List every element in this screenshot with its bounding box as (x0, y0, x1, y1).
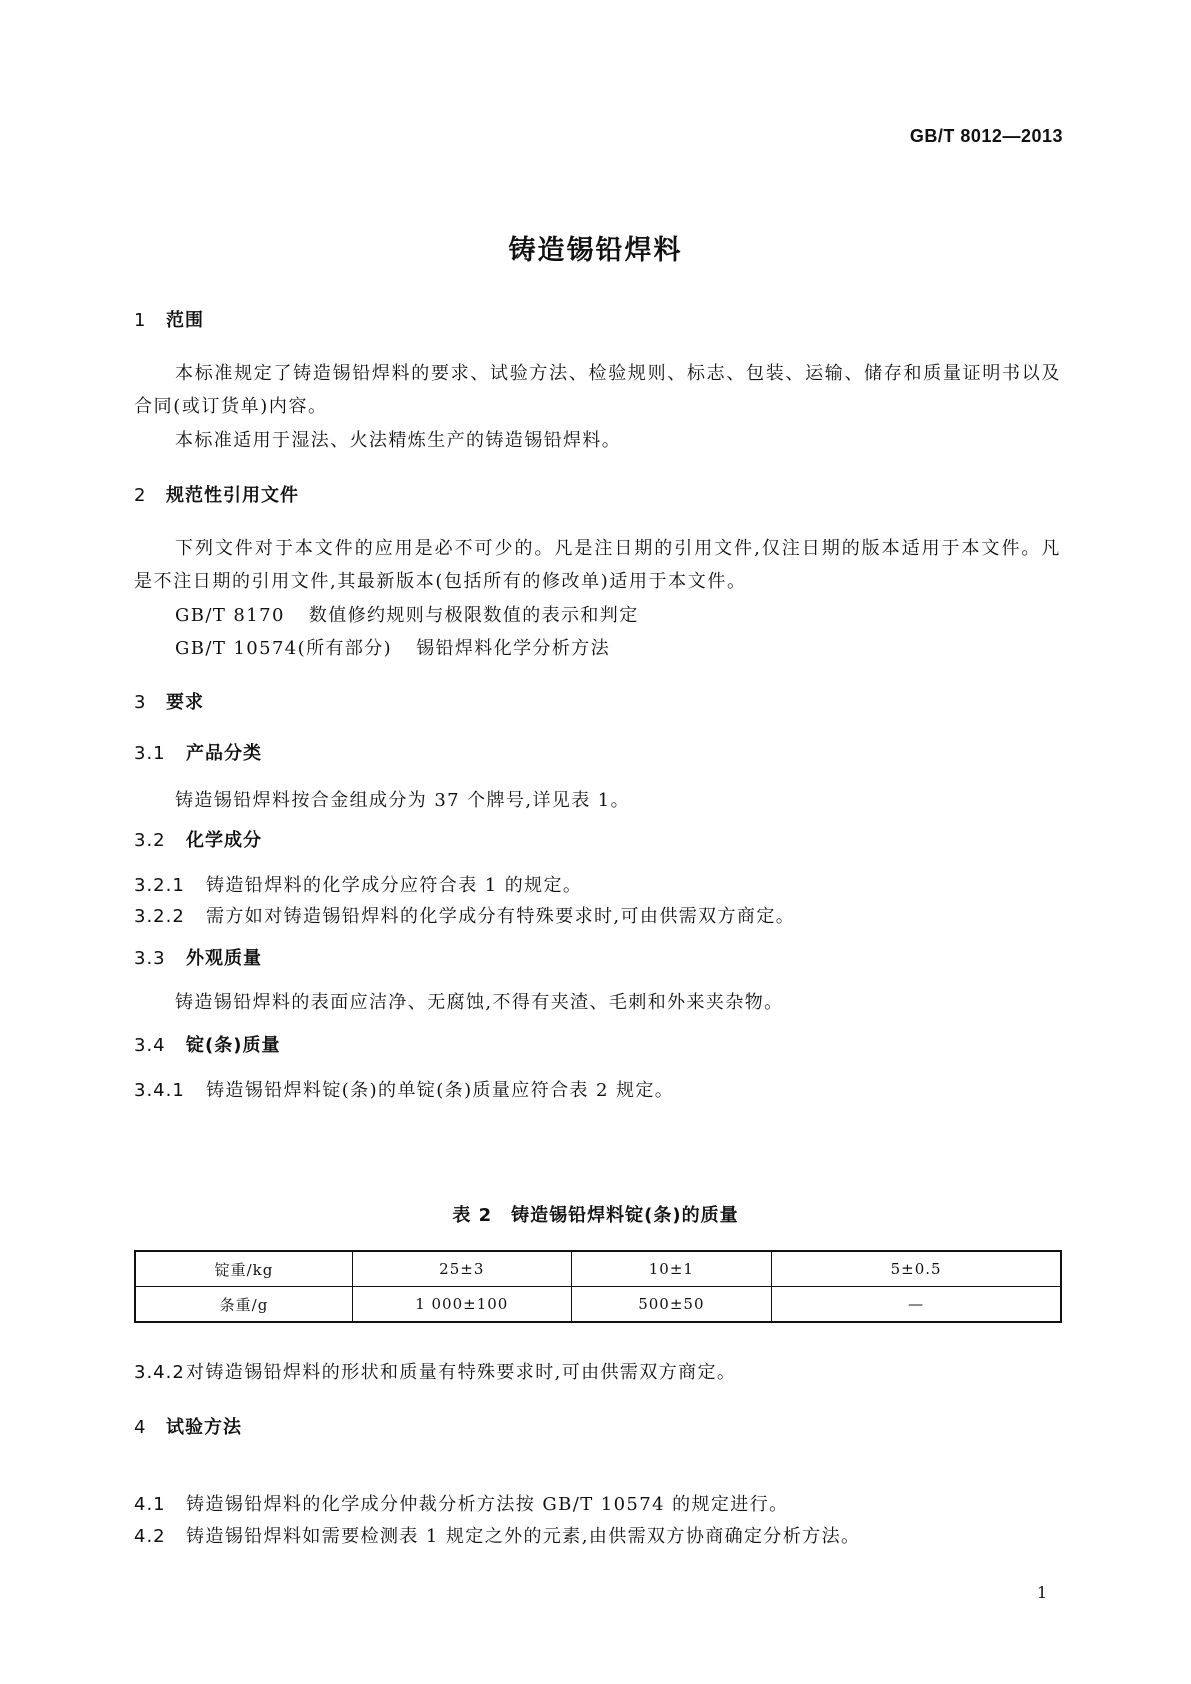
page-number: 1 (1037, 1583, 1048, 1602)
table-cell: 10±1 (571, 1251, 772, 1287)
section-number: 2 (134, 485, 147, 506)
section-1-paragraph-1: 本标准规定了铸造锡铅焊料的要求、试验方法、检验规则、标志、包装、运输、储存和质量证明书以及合同(或订货单)内容。 (134, 363, 1061, 417)
section-number: 3 (134, 692, 147, 713)
document-title: 铸造锡铅焊料 (508, 235, 683, 266)
reference-code: GB/T 8170 (175, 605, 285, 626)
section-3-1-paragraph: 铸造锡铅焊料按合金组成分为 37 个牌号,详见表 1。 (175, 790, 631, 811)
clause-number: 4.2 (134, 1526, 166, 1547)
section-number: 1 (134, 310, 147, 331)
table-row (135, 1251, 1061, 1287)
clause-3-2-1 (134, 871, 582, 897)
section-3-4-heading (134, 1031, 280, 1057)
clause-number: 3.2.1 (134, 875, 185, 896)
reference-title: 数值修约规则与极限数值的表示和判定 (308, 605, 639, 626)
clause-text: 铸造锡铅焊料的化学成分仲裁分析方法按 GB/T 10574 的规定进行。 (186, 1494, 789, 1515)
table-cell: 5±0.5 (772, 1251, 1061, 1287)
section-title: 范围 (166, 310, 204, 331)
section-number: 3.1 (134, 743, 166, 764)
section-2-heading (134, 481, 299, 507)
section-title: 锭(条)质量 (186, 1035, 281, 1056)
clause-number: 4.1 (134, 1494, 166, 1515)
clause-number: 3.4.2 (134, 1362, 185, 1383)
section-4-heading (134, 1413, 242, 1439)
table-cell: 1 000±100 (352, 1287, 571, 1323)
clause-text: 需方如对铸造锡铅焊料的化学成分有特殊要求时,可由供需双方商定。 (206, 906, 796, 927)
section-number: 3.3 (134, 948, 166, 969)
section-3-1-heading (134, 739, 262, 765)
section-3-3-paragraph: 铸造锡铅焊料的表面应洁净、无腐蚀,不得有夹渣、毛刺和外来夹杂物。 (175, 992, 784, 1013)
normative-reference-1 (175, 601, 639, 627)
section-number: 3.2 (134, 830, 166, 851)
clause-number: 3.4.1 (134, 1080, 185, 1101)
table-cell: — (772, 1287, 1061, 1323)
table-2 (134, 1250, 1062, 1323)
table-cell: 500±50 (571, 1287, 772, 1323)
section-title: 规范性引用文件 (166, 485, 299, 506)
standard-code: GB/T 8012—2013 (909, 126, 1063, 146)
section-1-paragraph-2: 本标准适用于湿法、火法精炼生产的铸造锡铅焊料。 (175, 430, 622, 451)
clause-4-2 (134, 1522, 860, 1548)
clause-4-1 (134, 1490, 789, 1516)
section-3-heading (134, 688, 204, 714)
table-cell: 25±3 (352, 1251, 571, 1287)
section-title: 要求 (166, 692, 204, 713)
section-title: 试验方法 (166, 1417, 242, 1438)
table-cell: 条重/g (135, 1287, 352, 1323)
section-1-heading (134, 306, 204, 332)
table-cell: 锭重/kg (135, 1251, 352, 1287)
clause-text: 对铸造锡铅焊料的形状和质量有特殊要求时,可由供需双方商定。 (186, 1362, 737, 1383)
section-title: 化学成分 (186, 830, 262, 851)
section-number: 4 (134, 1417, 147, 1438)
clause-3-2-2 (134, 902, 795, 928)
normative-reference-2 (175, 634, 610, 660)
clause-number: 3.2.2 (134, 906, 185, 927)
reference-title: 锡铅焊料化学分析方法 (416, 638, 611, 659)
section-3-3-heading (134, 944, 262, 970)
section-number: 3.4 (134, 1035, 166, 1056)
section-title: 产品分类 (186, 743, 262, 764)
table-row (135, 1287, 1061, 1323)
reference-code: GB/T 10574(所有部分) (175, 638, 393, 659)
table-2-caption: 表 2 铸造锡铅焊料锭(条)的质量 (452, 1205, 739, 1226)
section-title: 外观质量 (186, 948, 262, 969)
clause-3-4-1 (134, 1076, 674, 1102)
section-2-paragraph-1: 下列文件对于本文件的应用是必不可少的。凡是注日期的引用文件,仅注日期的版本适用于本文件。凡是不注日期的引用文件,其最新版本(包括所有的修改单)适用于本文件。 (134, 538, 1061, 592)
clause-text: 铸造锡铅焊料锭(条)的单锭(条)质量应符合表 2 规定。 (206, 1080, 675, 1101)
clause-3-4-2-text (134, 1358, 736, 1384)
clause-text: 铸造铅焊料的化学成分应符合表 1 的规定。 (206, 875, 583, 896)
clause-text: 铸造锡铅焊料如需要检测表 1 规定之外的元素,由供需双方协商确定分析方法。 (186, 1526, 861, 1547)
section-3-2-heading (134, 826, 262, 852)
